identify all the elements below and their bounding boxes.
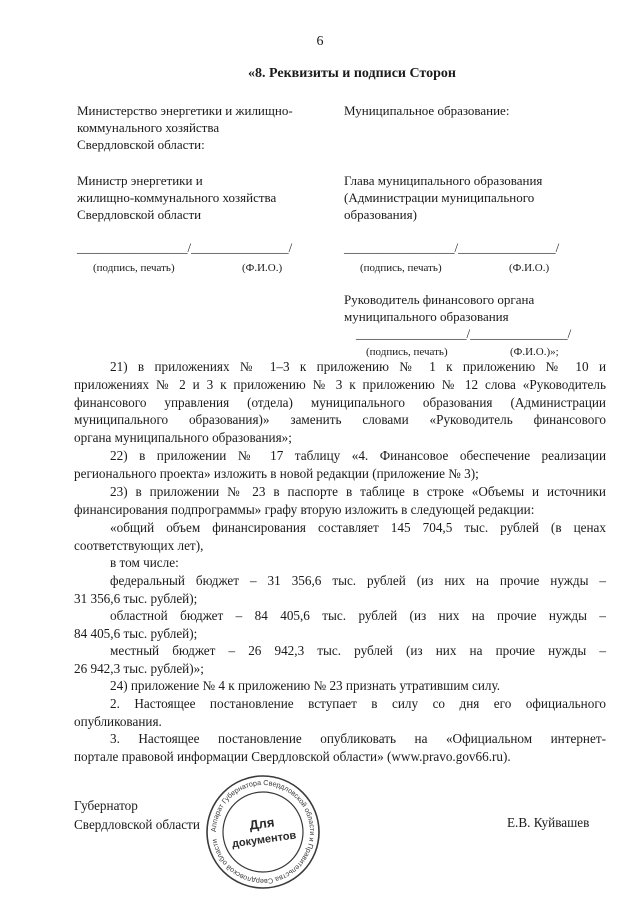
left-signature-line: _________________/_______________/ <box>77 240 293 255</box>
text-line: федеральный бюджет – 31 356,6 тыс. рублей (из них на прочие нужды – <box>110 573 606 588</box>
text-line: 84 405,6 тыс. рублей); <box>74 625 198 641</box>
finance-caption-signature: (подпись, печать) <box>366 346 448 358</box>
stamp-center-text-2: документов <box>231 829 298 851</box>
official-stamp <box>203 772 323 892</box>
text-line: соответствующих лет), <box>74 537 204 553</box>
right-caption-signature: (подпись, печать) <box>360 262 442 274</box>
left-org-line: Министерство энергетики и жилищно- <box>77 103 293 118</box>
finance-line: муниципального образования <box>344 309 509 324</box>
text-line: 24) приложение № 4 к приложению № 23 признать утратившим силу. <box>110 678 501 693</box>
text-line: 26 942,3 тыс. рублей)»; <box>74 660 204 676</box>
right-position-line: Глава муниципального образования <box>344 173 543 188</box>
paragraph-24 <box>74 677 606 695</box>
text-line: местный бюджет – 26 942,3 тыс. рублей (из них на прочие нужды – <box>110 643 606 658</box>
quote-federal <box>74 572 606 608</box>
right-signature-line: _________________/_______________/ <box>344 240 560 255</box>
quote-including <box>74 554 606 572</box>
page-number: 6 <box>316 34 324 49</box>
paragraph-3 <box>74 730 606 766</box>
text-line: 3. Настоящее постановление опубликовать на «Официальном интернет- <box>110 731 606 746</box>
quote-total <box>74 519 606 555</box>
paragraph-23 <box>74 483 606 519</box>
stamp-ring-text: Аппарат Губернатора Свердловской области и Правительства Свердловской области <box>208 777 318 887</box>
left-position-line: Министр энергетики и <box>77 173 203 188</box>
paragraph-21 <box>74 358 606 447</box>
text-line: 31 356,6 тыс. рублей); <box>74 590 198 606</box>
finance-line: Руководитель финансового органа <box>344 292 535 307</box>
text-line: органа муниципального образования»; <box>74 430 292 446</box>
text-line: портале правовой информации Свердловской области» (www.pravo.gov66.ru). <box>74 748 511 764</box>
left-caption-signature: (подпись, печать) <box>93 262 175 274</box>
paragraph-2 <box>74 695 606 731</box>
quote-local <box>74 642 606 678</box>
text-line: регионального проекта» изложить в новой редакции (приложение № 3); <box>74 465 479 481</box>
finance-caption-name: (Ф.И.О.)»; <box>510 346 559 358</box>
stamp-center-text-1: Для <box>248 814 276 833</box>
governor-title-line: Свердловской области <box>74 817 200 832</box>
governor-name: Е.В. Куйвашев <box>507 815 590 830</box>
text-line: муниципального образования)» заменить словами «Руководитель финансового <box>74 412 606 428</box>
left-caption-name: (Ф.И.О.) <box>242 262 283 274</box>
left-position-line: жилищно-коммунального хозяйства <box>77 190 277 205</box>
text-line: финансового управления (отдела) муниципального образования (Администрации <box>74 394 606 410</box>
text-line: приложениях № 2 и 3 к приложению № 3 к приложению № 12 слова «Руководитель <box>74 376 606 392</box>
section-title: «8. Реквизиты и подписи Сторон <box>248 66 456 81</box>
left-position-line: Свердловской области <box>77 207 202 222</box>
text-line: финансирования подпрограммы» графу вторую изложить в следующей редакции: <box>74 501 535 517</box>
text-line: опубликования. <box>74 713 162 729</box>
text-line: 21) в приложениях № 1–3 к приложению № 1 к приложению № 10 и <box>110 359 606 374</box>
text-line: «общий объем финансирования составляет 145 704,5 тыс. рублей (в ценах <box>110 520 606 535</box>
text-line: в том числе: <box>110 555 179 570</box>
governor-title-line: Губернатор <box>74 798 138 813</box>
right-caption-name: (Ф.И.О.) <box>509 262 550 274</box>
right-party-position <box>344 172 542 223</box>
text-line: областной бюджет – 84 405,6 тыс. рублей (из них на прочие нужды – <box>110 608 606 623</box>
paragraph-22 <box>74 447 606 483</box>
text-line: 23) в приложении № 23 в паспорте в таблице в строке «Объемы и источники <box>110 484 606 499</box>
governor-title <box>74 796 200 834</box>
left-org-line: Свердловской области: <box>77 137 205 152</box>
text-line: 2. Настоящее постановление вступает в силу со дня его официального <box>110 696 606 711</box>
left-org-line: коммунального хозяйства <box>77 120 220 135</box>
left-party-organization <box>77 102 293 153</box>
finance-signature-line: _________________/_______________/ <box>356 326 572 341</box>
left-party-position <box>77 172 276 223</box>
right-position-line: (Администрации муниципального <box>344 190 535 205</box>
finance-head-title <box>344 291 534 325</box>
right-position-line: образования) <box>344 207 417 222</box>
right-party-organization: Муниципальное образование: <box>344 103 510 118</box>
text-line: 22) в приложении № 17 таблицу «4. Финансовое обеспечение реализации <box>110 448 606 463</box>
quote-regional <box>74 607 606 643</box>
